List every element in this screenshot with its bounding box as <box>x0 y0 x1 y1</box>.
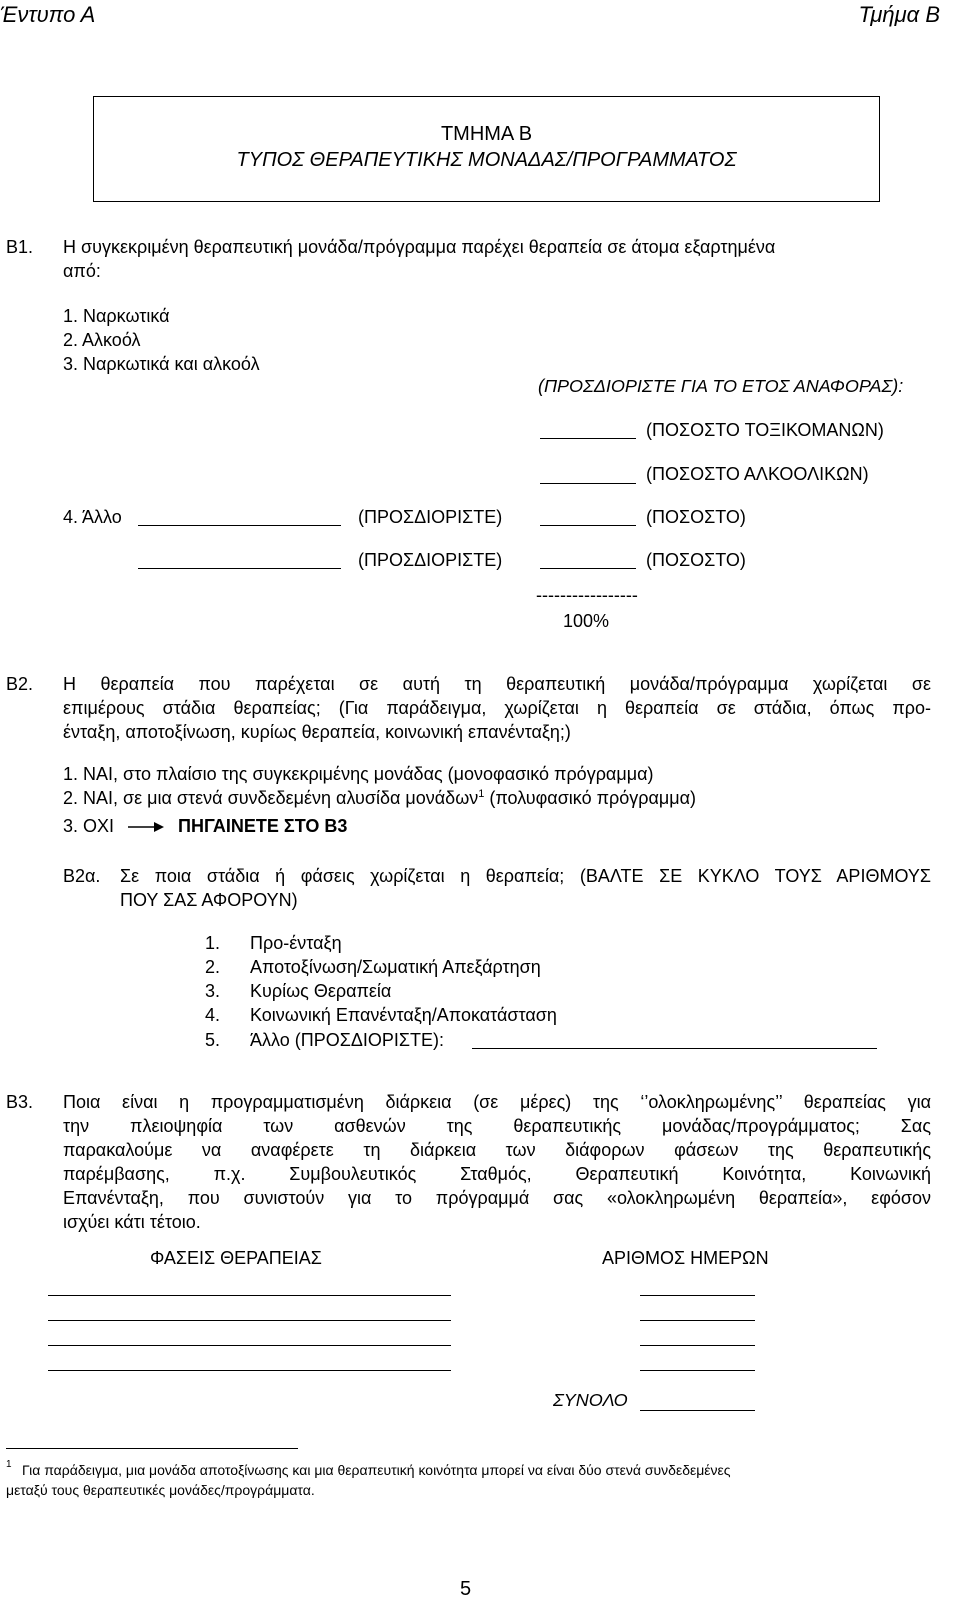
specify-label-1: (ΠΡΟΣΔΙΟΡΙΣΤΕ) <box>358 507 503 527</box>
other-pct-blank-2[interactable] <box>540 568 636 569</box>
stage-item-3: Κυρίως Θεραπεία <box>250 981 392 1001</box>
stage-item-2: Αποτοξίνωση/Σωματική Απεξάρτηση <box>250 957 541 977</box>
b1-question-line2: από: <box>63 261 101 281</box>
b2-question-line2: επιμέρους στάδια θεραπείας; (Για παράδειγμα, χωρίζεται η θεραπεία σε στάδια, όπως προ- <box>63 698 931 718</box>
b1-option-2: 2. Αλκοόλ <box>63 330 141 350</box>
b1-option-1: 1. Ναρκωτικά <box>63 306 170 326</box>
b2-option-2: 2. ΝΑΙ, σε μια στενά συνδεδεμένη αλυσίδα μονάδων$^1$ (πολυφασικό πρόγραμμα) <box>63 788 697 808</box>
pct-addicts-blank[interactable] <box>540 438 636 439</box>
b2a-question-line1: Σε ποια στάδια ή φάσεις χωρίζεται η θεραπεία; (ΒΑΛΤΕ ΣΕ ΚΥΚΛΟ ΤΟΥΣ ΑΡΙΘΜΟΥΣ <box>120 866 931 886</box>
b1-label: Β1. <box>6 237 34 257</box>
section-title-box <box>93 96 880 202</box>
b3-question-line5: Επανένταξη, που συνιστούν για το πρόγραμμά σας «ολοκληρωμένη θεραπεία», εφόσον <box>63 1188 931 1208</box>
pct-alcoholics-label: (ΠΟΣΟΣΤΟ ΑΛΚΟΟΛΙΚΩΝ) <box>646 464 869 484</box>
b2a-label: Β2α. <box>63 866 101 886</box>
sum-days-blank[interactable] <box>640 1410 755 1411</box>
footnote-line2: μεταξύ τους θεραπευτικές μονάδες/προγράμματα. <box>6 1482 315 1498</box>
stage-num-4: 4. <box>205 1005 221 1025</box>
page-number: 5 <box>460 1578 472 1600</box>
specify-label-2: (ΠΡΟΣΔΙΟΡΙΣΤΕ) <box>358 550 503 570</box>
section-title: ΤΜΗΜΑ Β <box>440 123 533 145</box>
b3-label: Β3. <box>6 1092 34 1112</box>
pct-label-1: (ΠΟΣΟΣΤΟ) <box>646 507 746 527</box>
days-blank-1[interactable] <box>640 1295 755 1296</box>
b2-option-3: 3. ΟΧΙ ΠΗΓΑΙΝΕΤΕ ΣΤΟ Β3 <box>63 816 348 836</box>
b2-label: Β2. <box>6 674 34 694</box>
stage-num-3: 3. <box>205 981 221 1001</box>
footnote-divider <box>6 1448 298 1449</box>
col-days-header: ΑΡΙΘΜΟΣ ΗΜΕΡΩΝ <box>602 1248 769 1268</box>
footnote-line1: Για παράδειγμα, μια μονάδα αποτοξίνωσης και μια θεραπευτική κοινότητα μπορεί να είναι δύο στενά συνδεδεμένες <box>22 1462 731 1478</box>
pct-label-2: (ΠΟΣΟΣΤΟ) <box>646 550 746 570</box>
b3-question-line3: παρακαλούμε να αναφέρετε τη διάρκεια των διάφορων φάσεων της θεραπευτικής <box>63 1140 931 1160</box>
sum-label: ΣΥΝΟΛΟ <box>553 1390 628 1410</box>
footnote-mark: 1 <box>6 1459 12 1470</box>
b1-option-4: 4. Άλλο <box>63 507 122 527</box>
goto-b3-instruction: ΠΗΓΑΙΝΕΤΕ ΣΤΟ Β3 <box>178 816 348 836</box>
pct-addicts-label: (ΠΟΣΟΣΤΟ ΤΟΞΙΚΟΜΑΝΩΝ) <box>646 420 884 440</box>
b3-question-line4: παρέμβασης, π.χ. Συμβουλευτικός Σταθμός, Θεραπευτική Κοινότητα, Κοινωνική <box>63 1164 931 1184</box>
stage-num-5: 5. <box>205 1030 221 1050</box>
other-pct-blank-1[interactable] <box>540 525 636 526</box>
stage-item-4: Κοινωνική Επανένταξη/Αποκατάσταση <box>250 1005 557 1025</box>
phase-blank-4[interactable] <box>48 1370 451 1371</box>
footnote-ref: 1 <box>478 788 485 800</box>
stage-other-blank[interactable] <box>472 1048 877 1049</box>
other-specify-blank-2[interactable] <box>138 568 341 569</box>
other-specify-blank-1[interactable] <box>138 525 341 526</box>
section-subtitle: ΤΥΠΟΣ ΘΕΡΑΠΕΥΤΙΚΗΣ ΜΟΝΑΔΑΣ/ΠΡΟΓΡΑΜΜΑΤΟΣ <box>236 149 737 171</box>
arrow-right-icon <box>128 821 164 833</box>
b3-question-line1: Ποια είναι η προγραμματισμένη διάρκεια (σε μέρες) της ‘’ολοκληρωμένης’’ θεραπείας για <box>63 1092 931 1112</box>
header-right: Τμήμα Β <box>858 2 940 27</box>
stage-num-1: 1. <box>205 933 221 953</box>
b2-question-line1: Η θεραπεία που παρέχεται σε αυτή τη θεραπευτική μονάδα/πρόγραμμα χωρίζεται σε <box>63 674 931 694</box>
b3-question-line6: ισχύει κάτι τέτοιο. <box>63 1212 201 1232</box>
days-blank-3[interactable] <box>640 1345 755 1346</box>
pct-alcoholics-blank[interactable] <box>540 483 636 484</box>
b3-question-line2: την πλειοψηφία των ασθενών της θεραπευτικής μονάδας/προγράμματος; Σας <box>63 1116 931 1136</box>
stage-item-1: Προ-ένταξη <box>250 933 342 953</box>
b1-option-3: 3. Ναρκωτικά και αλκοόλ <box>63 354 260 374</box>
days-blank-2[interactable] <box>640 1320 755 1321</box>
b1-question-line1: Η συγκεκριμένη θεραπευτική μονάδα/πρόγραμμα παρέχει θεραπεία σε άτομα εξαρτημένα <box>63 237 776 257</box>
phase-blank-3[interactable] <box>48 1345 451 1346</box>
b2-question-line3: ένταξη, αποτοξίνωση, κυρίως θεραπεία, κοινωνική επανένταξη;) <box>63 722 571 742</box>
b1-specify-year: (ΠΡΟΣΔΙΟΡΙΣΤΕ ΓΙΑ ΤΟ ΕΤΟΣ ΑΝΑΦΟΡΑΣ): <box>538 376 904 396</box>
b2-option-1: 1. ΝΑΙ, στο πλαίσιο της συγκεκριμένης μονάδας (μονοφασικό πρόγραμμα) <box>63 764 654 784</box>
phase-blank-2[interactable] <box>48 1320 451 1321</box>
sum-total: 100% <box>563 611 610 631</box>
stage-num-2: 2. <box>205 957 221 977</box>
phase-blank-1[interactable] <box>48 1295 451 1296</box>
header-left: Έντυπο Α <box>0 2 96 27</box>
stage-item-5: Άλλο (ΠΡΟΣΔΙΟΡΙΣΤΕ): <box>250 1030 445 1050</box>
b2a-question-line2: ΠΟΥ ΣΑΣ ΑΦΟΡΟΥΝ) <box>120 890 298 910</box>
sum-dashes: ----------------- <box>536 585 638 605</box>
days-blank-4[interactable] <box>640 1370 755 1371</box>
col-phases-header: ΦΑΣΕΙΣ ΘΕΡΑΠΕΙΑΣ <box>150 1248 322 1268</box>
